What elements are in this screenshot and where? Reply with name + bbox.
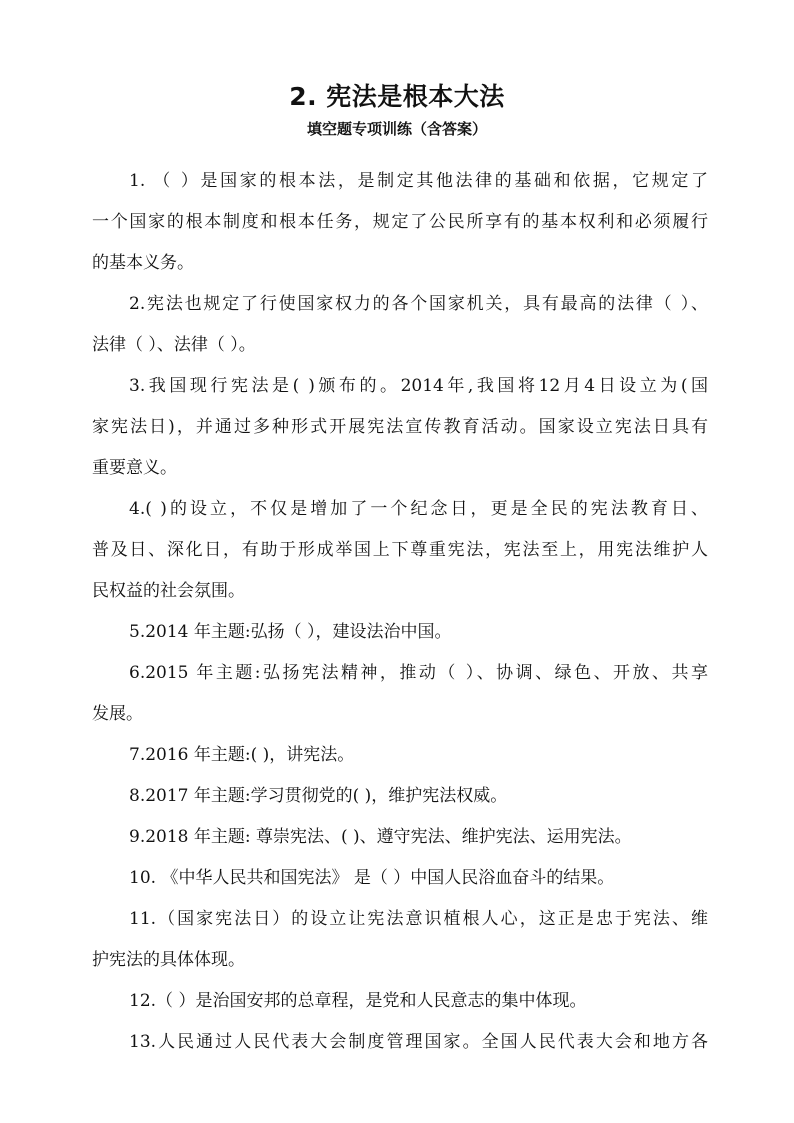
document-body [92, 161, 708, 1063]
text-line: 普及日、深化日，有助于形成举国上下尊重宪法，宪法至上，用宪法维护人 [92, 540, 708, 560]
text-line: 重要意义。 [92, 458, 177, 478]
text-line: 10. 《中华人民共和国宪法》 是（ ）中国人民浴血奋斗的结果。 [129, 868, 615, 888]
text-line: 13.人民通过人民代表大会制度管理国家。全国人民代表大会和地方各 [129, 1032, 708, 1052]
text-line: 5.2014 年主题:弘扬（ ），建设法治中国。 [129, 622, 452, 642]
text-line: 12.（ ）是治国安邦的总章程，是党和人民意志的集中体现。 [129, 991, 587, 1011]
text-line: 家宪法日)，并通过多种形式开展宪法宣传教育活动。国家设立宪法日具有 [92, 417, 708, 437]
document-subtitle: 填空题专项训练（含答案） [306, 120, 487, 138]
text-line: 4.( )的设立，不仅是增加了一个纪念日，更是全民的宪法教育日、 [129, 499, 708, 519]
text-line: 一个国家的根本制度和根本任务，规定了公民所享有的基本权利和必须履行 [92, 212, 708, 232]
text-line: 11.（国家宪法日）的设立让宪法意识植根人心，这正是忠于宪法、维 [129, 909, 708, 929]
text-line: 8.2017 年主题:学习贯彻党的( )，维护宪法权威。 [129, 786, 508, 806]
text-line: 6.2015 年主题:弘扬宪法精神，推动（ ）、协调、绿色、开放、共享 [129, 663, 708, 683]
text-line: 民权益的社会氛围。 [92, 581, 245, 601]
text-line: 护宪法的具体体现。 [92, 950, 245, 970]
text-line: 3.我国现行宪法是( )颁布的。2014年,我国将12月4日设立为(国 [129, 376, 708, 396]
text-line: 2.宪法也规定了行使国家权力的各个国家机关，具有最高的法律（ ）、 [129, 294, 708, 314]
text-line: 的基本义务。 [92, 253, 194, 273]
text-line: 1. （ ）是国家的根本法，是制定其他法律的基础和依据，它规定了 [129, 171, 708, 191]
text-line: 9.2018 年主题: 尊崇宪法、( )、遵守宪法、维护宪法、运用宪法。 [129, 827, 632, 847]
document-title: 2. 宪法是根本大法 [289, 82, 505, 111]
text-line: 7.2016 年主题:( )，讲宪法。 [129, 745, 355, 765]
text-line: 发展。 [92, 704, 143, 724]
text-line: 法律（ ）、法律（ ）。 [92, 335, 256, 355]
